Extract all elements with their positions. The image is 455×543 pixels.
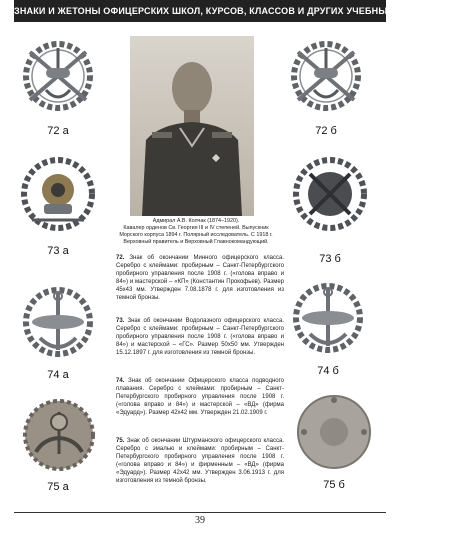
badge-72a-image xyxy=(16,34,100,118)
badge-75b-caption: 75 б xyxy=(323,479,345,491)
badge-74a-image xyxy=(16,280,100,364)
portrait-caption: Адмирал А.В. Колчак (1874–1920). Кавалер орденов Св. Георгия III и IV степеней. Выпускник Морского корпуса 1894 г. Полярный исследователь. С 1918 г. Верховный правитель и Верховный Главнокомандующий. xyxy=(119,218,273,245)
badge-73a-image xyxy=(14,150,102,238)
badge-73a-caption: 73 а xyxy=(47,245,69,257)
badge-74a-caption: 74 а xyxy=(47,369,69,381)
entry-75: 75. Знак об окончании Штурманского офицерского класса. Серебро с эмалью и клеймами: пробирным – Санкт-Петербургского пробирного управления после 1908 г. («голова вправо и 84») и фирменным – «ВД» (фирма «Эдуард»). Размер 42х42 мм. Утвержден 3.06.1913 г. для изготовления из темной бронзы. xyxy=(116,438,284,484)
footer-rule xyxy=(14,512,386,513)
badge-72a-caption: 72 а xyxy=(47,125,69,137)
entry-74: 74. Знак об окончании Офицерского класса подводного плавания. Серебро с клеймами: пробирным – Санкт-Петербургского пробирного управления после 1908 г. («голова вправо и 84») и мастерской – «ВД» (фирма «Эдуард»). Размер 42х42 мм. Утвержден 21.02.1909 г. xyxy=(116,378,285,416)
page-number: 39 xyxy=(195,515,205,526)
portrait-photo xyxy=(130,36,254,216)
badge-75a-image xyxy=(16,392,102,478)
badge-75a-caption: 75 а xyxy=(47,481,69,493)
running-header: ЗНАКИ И ЖЕТОНЫ ОФИЦЕРСКИХ ШКОЛ, КУРСОВ, КЛАССОВ И ДРУГИХ УЧЕБНЫХ ЗАВЕДЕНИЙ xyxy=(14,0,386,22)
badge-73b-image xyxy=(286,150,374,238)
badge-73b-caption: 73 б xyxy=(319,253,341,265)
badge-74b-caption: 74 б xyxy=(317,365,339,377)
entry-72: 72. Знак об окончании Минного офицерского класса. Серебро с клеймами: пробирным – Санкт-Петербургского пробирного управления после 1908 г. («голова вправо и 84») и мастерской – «КП» (Константин Прокофьев). Размер 45х43 мм. Утвержден 7.08.1878 г. для изготовления из темной бронзы. xyxy=(116,255,285,301)
badge-72b-caption: 72 б xyxy=(315,125,337,137)
badge-75b-image xyxy=(292,390,376,474)
badge-72b-image xyxy=(284,34,368,118)
badge-74b-image xyxy=(286,276,370,360)
entry-73: 73. Знак об окончании Водолазного офицерского класса. Серебро с клеймами: пробирным – Санкт-Петербургского пробирного управления после 1908 г. («голова вправо и 84») и мастерской – «ГС». Размер 50х50 мм. Утвержден 15.12.1897 г. для изготовления из темной бронзы. xyxy=(116,318,284,356)
